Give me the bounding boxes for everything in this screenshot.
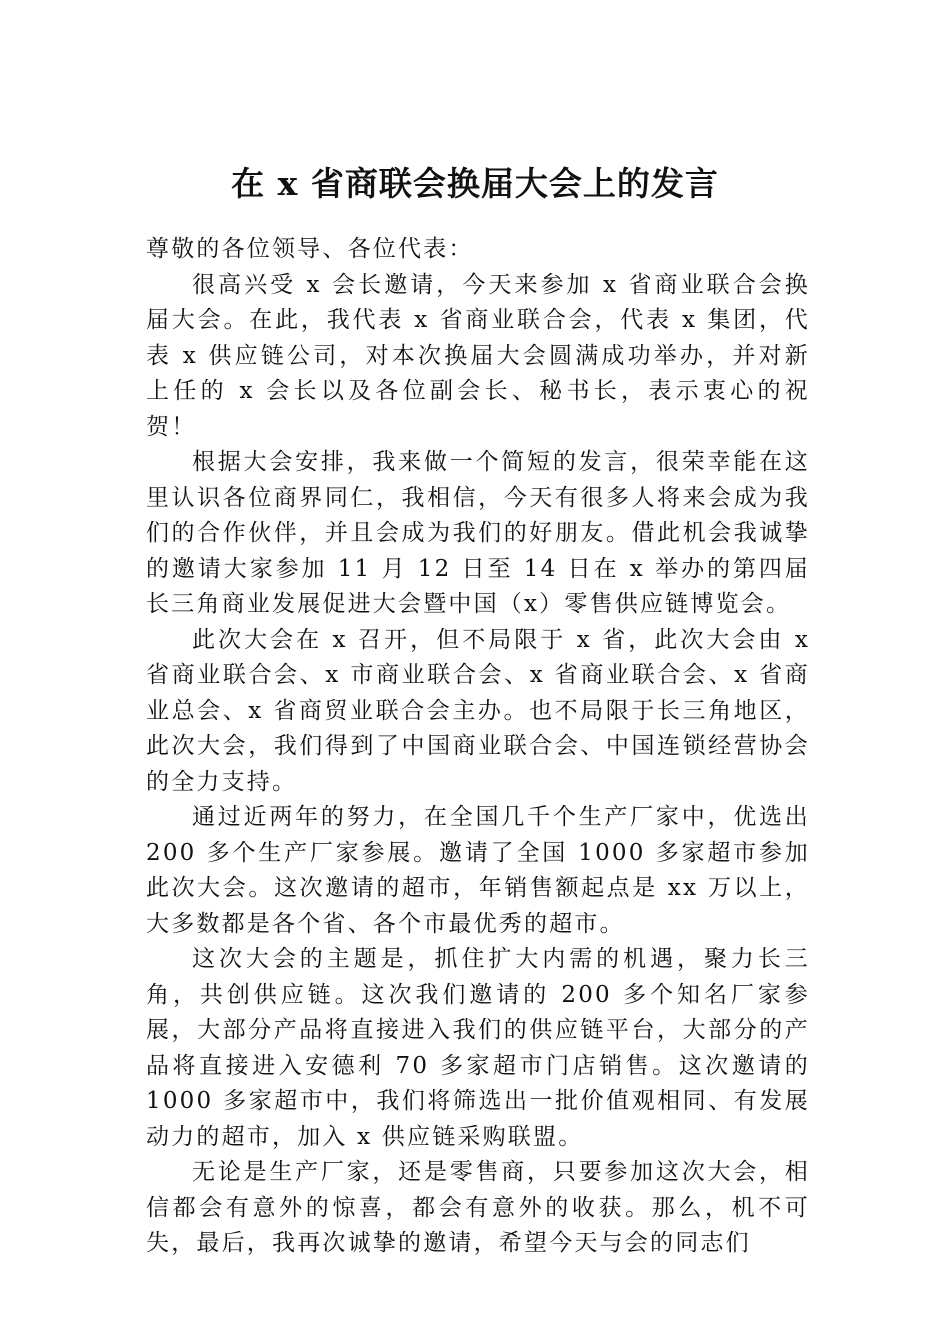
paragraph-4: 通过近两年的努力，在全国几千个生产厂家中，优选出 200 多个生产厂家参展。邀请了全国 1000 多家超市参加此次大会。这次邀请的超市，年销售额起点是 xx 万以上，大多数都是各个省、各个市最优秀的超市。: [146, 804, 810, 937]
paragraph-1: 很高兴受 x 会长邀请，今天来参加 x 省商业联合会换届大会。在此，我代表 x 省商业联合会，代表 x 集团，代表 x 供应链公司，对本次换届大会圆满成功举办，并对新上任的 x 会长以及各位副会长、秘书长，表示衷心的祝贺！: [146, 271, 810, 440]
document-title: 在 x 省商联会换届大会上的发言: [231, 164, 719, 203]
paragraph-6: 无论是生产厂家，还是零售商，只要参加这次大会，相信都会有意外的惊喜，都会有意外的收获。那么，机不可失，最后，我再次诚挚的邀请，希望今天与会的同志们: [146, 1159, 810, 1256]
paragraph-3: 此次大会在 x 召开，但不局限于 x 省，此次大会由 x 省商业联合会、x 市商业联合会、x 省商业联合会、x 省商业总会、x 省商贸业联合会主办。也不局限于长三角地区，此次大会，我们得到了中国商业联合会、中国连锁经营协会的全力支持。: [146, 626, 810, 795]
salutation: 尊敬的各位领导、各位代表：: [146, 236, 474, 262]
paragraph-5: 这次大会的主题是，抓住扩大内需的机遇，聚力长三角，共创供应链。这次我们邀请的 200 多个知名厂家参展，大部分产品将直接进入我们的供应链平台，大部分的产品将直接进入安德利 70 多家超市门店销售。这次邀请的 1000 多家超市中，我们将筛选出一批价值观相同、有发展动力的超市，加入 x 供应链采购联盟。: [146, 946, 811, 1150]
paragraph-2: 根据大会安排，我来做一个简短的发言，很荣幸能在这里认识各位商界同仁，我相信，今天有很多人将来会成为我们的合作伙伴，并且会成为我们的好朋友。借此机会我诚挚的邀请大家参加 11 月 12 日至 14 日在 x 举办的第四届长三角商业发展促进大会暨中国（x）零售供应链博览会。: [146, 449, 810, 617]
document-body: [146, 232, 810, 1262]
